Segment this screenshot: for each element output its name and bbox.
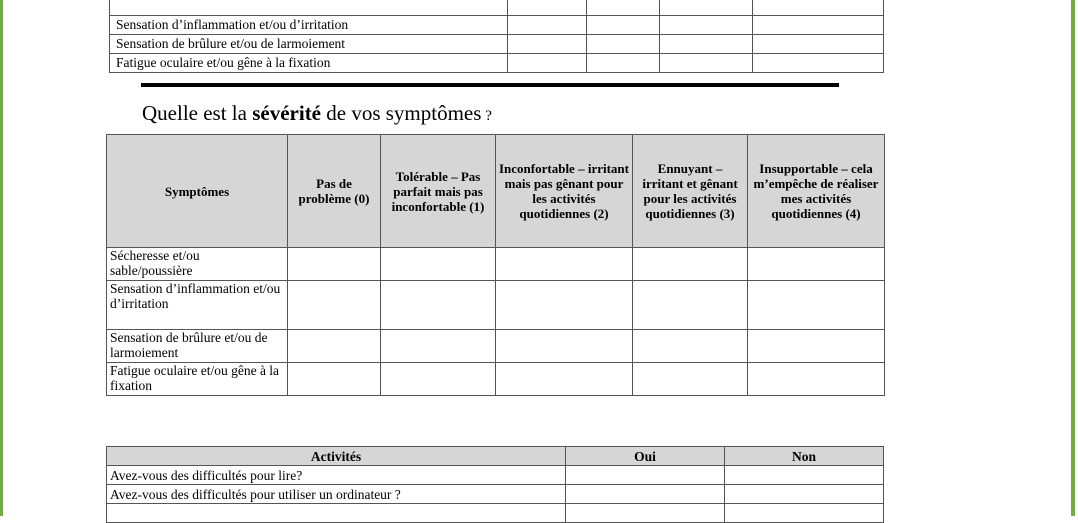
- answer-cell[interactable]: [725, 466, 884, 485]
- answer-cell[interactable]: [566, 466, 725, 485]
- header-level-3: Ennuyant – irritant et gênant pour les activités quotidiennes (3): [633, 135, 748, 248]
- answer-cell[interactable]: [660, 0, 753, 16]
- answer-cell[interactable]: [496, 363, 633, 396]
- symptom-frequency-table: [109, 0, 884, 73]
- header-level-0: Pas de problème (0): [288, 135, 381, 248]
- table-row: [107, 466, 884, 485]
- answer-cell[interactable]: [508, 16, 587, 35]
- table-row: [107, 330, 885, 363]
- header-activites: Activités: [107, 447, 566, 466]
- answer-cell[interactable]: [496, 330, 633, 363]
- answer-cell[interactable]: [288, 363, 381, 396]
- answer-cell[interactable]: [633, 363, 748, 396]
- answer-cell[interactable]: [288, 248, 381, 281]
- answer-cell[interactable]: [753, 54, 884, 73]
- answer-cell[interactable]: [660, 54, 753, 73]
- row-label: Avez-vous des difficultés pour utiliser un ordinateur ?: [107, 485, 566, 504]
- answer-cell[interactable]: [633, 330, 748, 363]
- answer-cell[interactable]: [381, 330, 496, 363]
- answer-cell[interactable]: [753, 35, 884, 54]
- answer-cell[interactable]: [508, 35, 587, 54]
- answer-cell[interactable]: [748, 330, 885, 363]
- answer-cell[interactable]: [633, 281, 748, 330]
- table-row: [107, 363, 885, 396]
- answer-cell[interactable]: [660, 16, 753, 35]
- section-divider: [141, 83, 839, 87]
- header-row: [107, 135, 885, 248]
- row-label: Sensation d’inflammation et/ou d’irritation: [107, 281, 288, 330]
- row-label: Sensation de brûlure et/ou de larmoiement: [110, 35, 508, 54]
- answer-cell[interactable]: [381, 281, 496, 330]
- table-row: [110, 16, 884, 35]
- table-row: [107, 248, 885, 281]
- answer-cell[interactable]: [587, 35, 660, 54]
- answer-cell[interactable]: [288, 330, 381, 363]
- table-row: [110, 54, 884, 73]
- page-frame-left: [0, 0, 3, 516]
- table-row: [107, 281, 885, 330]
- answer-cell[interactable]: [753, 16, 884, 35]
- answer-cell[interactable]: [566, 485, 725, 504]
- answer-cell[interactable]: [633, 248, 748, 281]
- answer-cell[interactable]: [660, 35, 753, 54]
- severity-question: Quelle est la sévérité de vos symptômes ?: [142, 101, 492, 125]
- row-label: Fatigue oculaire et/ou gêne à la fixation: [110, 54, 508, 73]
- answer-cell[interactable]: [288, 281, 381, 330]
- table-row: [110, 0, 884, 16]
- answer-cell[interactable]: [748, 363, 885, 396]
- row-label: [107, 504, 566, 523]
- answer-cell[interactable]: [566, 504, 725, 523]
- answer-cell[interactable]: [725, 485, 884, 504]
- page-frame-right: [1071, 0, 1075, 516]
- row-label: Sécheresse et/ou sable/poussière: [107, 248, 288, 281]
- answer-cell[interactable]: [587, 0, 660, 16]
- header-symptomes: Symptômes: [107, 135, 288, 248]
- answer-cell[interactable]: [496, 248, 633, 281]
- answer-cell[interactable]: [508, 54, 587, 73]
- answer-cell[interactable]: [725, 504, 884, 523]
- row-label: Fatigue oculaire et/ou gêne à la fixation: [107, 363, 288, 396]
- answer-cell[interactable]: [508, 0, 587, 16]
- row-label: Avez-vous des difficultés pour lire?: [107, 466, 566, 485]
- header-level-1: Tolérable – Pas parfait mais pas inconfortable (1): [381, 135, 496, 248]
- answer-cell[interactable]: [496, 281, 633, 330]
- answer-cell[interactable]: [587, 16, 660, 35]
- header-non: Non: [725, 447, 884, 466]
- table-row: [107, 485, 884, 504]
- header-oui: Oui: [566, 447, 725, 466]
- answer-cell[interactable]: [381, 248, 496, 281]
- answer-cell[interactable]: [587, 54, 660, 73]
- row-label: Sensation de brûlure et/ou de larmoiement: [107, 330, 288, 363]
- severity-table: [106, 134, 885, 396]
- row-label: [110, 0, 508, 16]
- row-label: Sensation d’inflammation et/ou d’irritation: [110, 16, 508, 35]
- answer-cell[interactable]: [381, 363, 496, 396]
- table-row: [107, 504, 884, 523]
- header-row: [107, 447, 884, 466]
- answer-cell[interactable]: [753, 0, 884, 16]
- answer-cell[interactable]: [748, 248, 885, 281]
- header-level-4: Insupportable – cela m’empêche de réaliser mes activités quotidiennes (4): [748, 135, 885, 248]
- header-level-2: Inconfortable – irritant mais pas gênant pour les activités quotidiennes (2): [496, 135, 633, 248]
- answer-cell[interactable]: [748, 281, 885, 330]
- table-row: [110, 35, 884, 54]
- activities-table: [106, 446, 884, 523]
